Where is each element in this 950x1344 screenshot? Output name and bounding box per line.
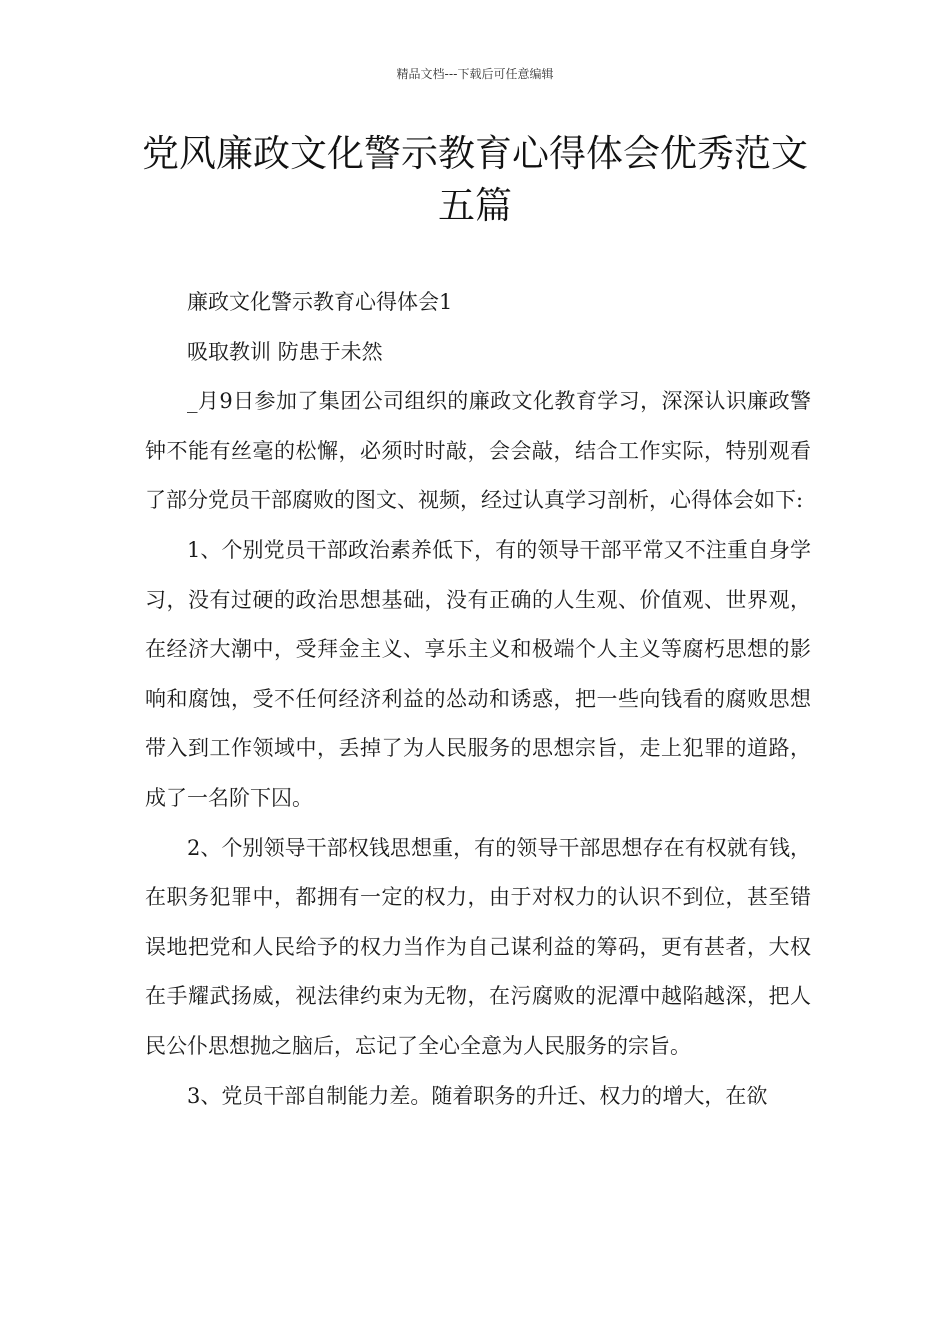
body-paragraph: 3、党员干部自制能力差。随着职务的升迁、权力的增大，在欲 <box>187 1083 768 1108</box>
body-paragraph: _月9日参加了集团公司组织的廉政文化教育学习，深深认识廉政警钟不能有丝毫的松懈，必须时时敲，会会敲，结合工作实际，特别观看了部分党员干部腐败的图文、视频，经过认真学习剖析，心得体会如下: <box>145 389 811 513</box>
section-subtitle: 吸取教训 防患于未然 <box>187 339 383 364</box>
document-title: 党风廉政文化警示教育心得体会优秀范文五篇 <box>142 132 808 227</box>
body-paragraph: 1、个别党员干部政治素养低下，有的领导干部平常又不注重自身学习，没有过硬的政治思想基础，没有正确的人生观、价值观、世界观，在经济大潮中，受拜金主义、享乐主义和极端个人主义等腐朽思想的影响和腐蚀，受不任何经济利益的怂动和诱惑，把一些向钱看的腐败思想带入到工作领域中，丢掉了为人民服务的思想宗旨，走上犯罪的道路，成了一名阶下囚。 <box>145 537 811 810</box>
section-heading: 廉政文化警示教育心得体会1 <box>187 290 453 314</box>
header-note: 精品文档---下载后可任意编辑 <box>396 67 554 81</box>
document-body <box>145 278 811 1121</box>
body-paragraph: 2、个别领导干部权钱思想重，有的领导干部思想存在有权就有钱，在职务犯罪中，都拥有一定的权力，由于对权力的认识不到位，甚至错误地把党和人民给予的权力当作为自己谋利益的筹码，更有甚者，大权在手耀武扬威，视法律约束为无物，在污腐败的泥潭中越陷越深，把人民公仆思想抛之脑后，忘记了全心全意为人民服务的宗旨。 <box>145 835 811 1058</box>
